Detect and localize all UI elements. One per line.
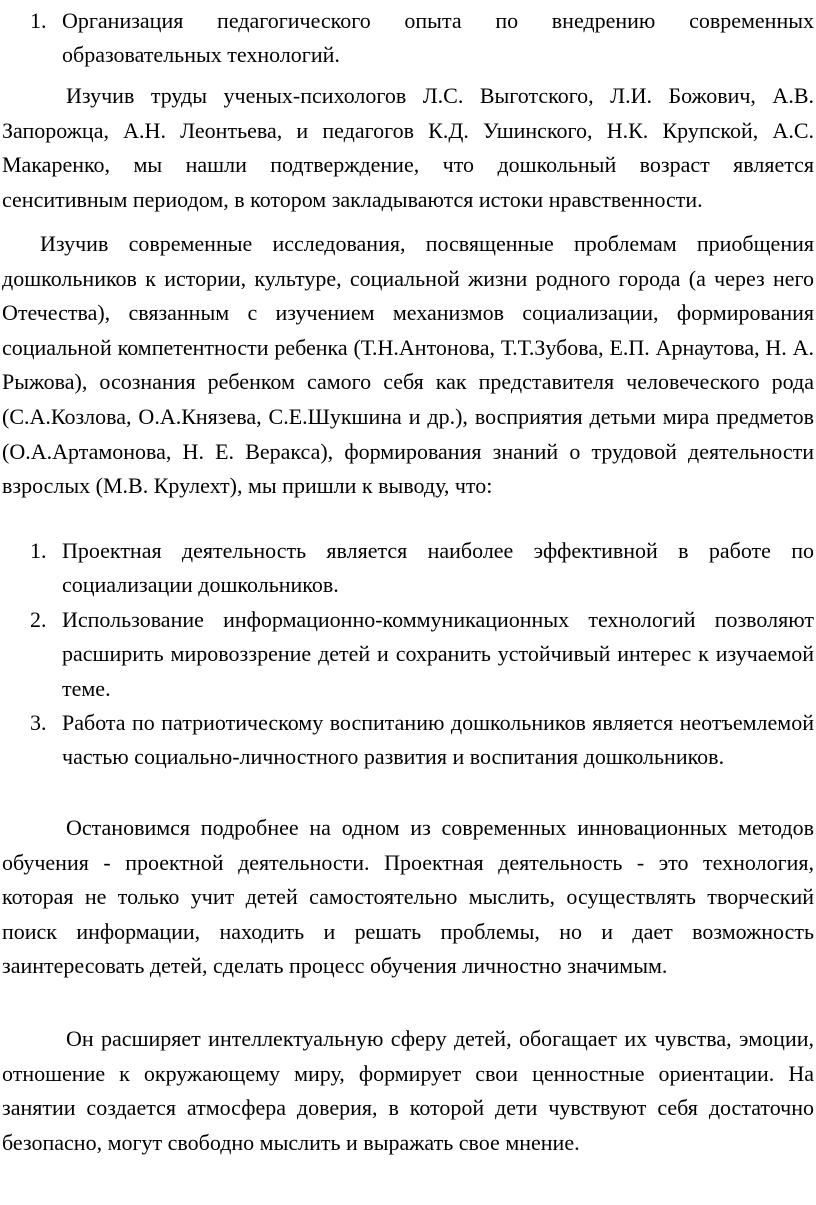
paragraph-modern-research: Изучив современные исследования, посвященные проблемам приобщения дошкольников к истории, культуре, социальной жизни родного города (а через него Отечества), связанным с изучением механизмов социализации, формирования социальной компетентности ребенка (Т.Н.Антонова, Т.Т.Зубова, Е.П. Арнаутова, Н. А. Рыжова), осознания ребенком самого себя как представителя человеческого рода (С.А.Козлова, О.А.Князева, С.Е.Шукшина и др.), восприятия детьми мира предметов (О.А.Артамонова, Н. Е. Веракса), формирования знаний о трудовой деятельности взрослых (М.В. Крулехт), мы пришли к выводу, что: [2, 231, 814, 499]
paragraph-intellectual-sphere: Он расширяет интеллектуальную сферу детей, обогащает их чувства, эмоции, отношение к окружающему миру, формирует свои ценностные ориентации. На занятии создается атмосфера доверия, в которой дети чувствуют себя достаточно безопасно, могут свободно мыслить и выражать свое мнение. [2, 1026, 814, 1155]
paragraph-project-activity: Остановимся подробнее на одном из современных инновационных методов обучения - проектной деятельности. Проектная деятельность - это технология, которая не только учит детей самостоятельно мыслить, осуществлять творческий поиск информации, находить и решать проблемы, но и дает возможность заинтересовать детей, сделать процесс обучения личностно значимым. [2, 815, 814, 979]
paragraph-researchers: Изучив труды ученых-психологов Л.С. Выготского, Л.И. Божович, А.В. Запорожца, А.Н. Леонтьева, и педагогов К.Д. Ушинского, Н.К. Крупской, А.С. Макаренко, мы нашли подтверждение, что дошкольный возраст является сенситивным периодом, в котором закладываются истоки нравственности. [2, 83, 814, 212]
conclusion-item [2, 603, 814, 706]
conclusion-item [2, 534, 814, 603]
conclusion-number: 3. [30, 710, 47, 736]
conclusion-item [2, 706, 814, 775]
section-heading-item [2, 4, 814, 73]
section-heading [2, 4, 814, 73]
section-heading-text: Организация педагогического опыта по внедрению современных образовательных технологий. [62, 8, 814, 68]
conclusions-list [2, 534, 814, 775]
conclusion-text: Использование информационно-коммуникационных технологий позволяют расширить мировоззрение детей и сохранить устойчивый интерес к изучаемой теме. [62, 606, 814, 701]
conclusion-text: Работа по патриотическому воспитанию дошкольников является неотъемлемой частью социально-личностного развития и воспитания дошкольников. [62, 710, 814, 770]
conclusion-text: Проектная деятельность является наиболее эффективной в работе по социализации дошкольников. [62, 538, 814, 598]
conclusion-number: 1. [30, 538, 47, 563]
conclusion-number: 2. [30, 606, 47, 632]
section-heading-number: 1. [30, 8, 47, 33]
